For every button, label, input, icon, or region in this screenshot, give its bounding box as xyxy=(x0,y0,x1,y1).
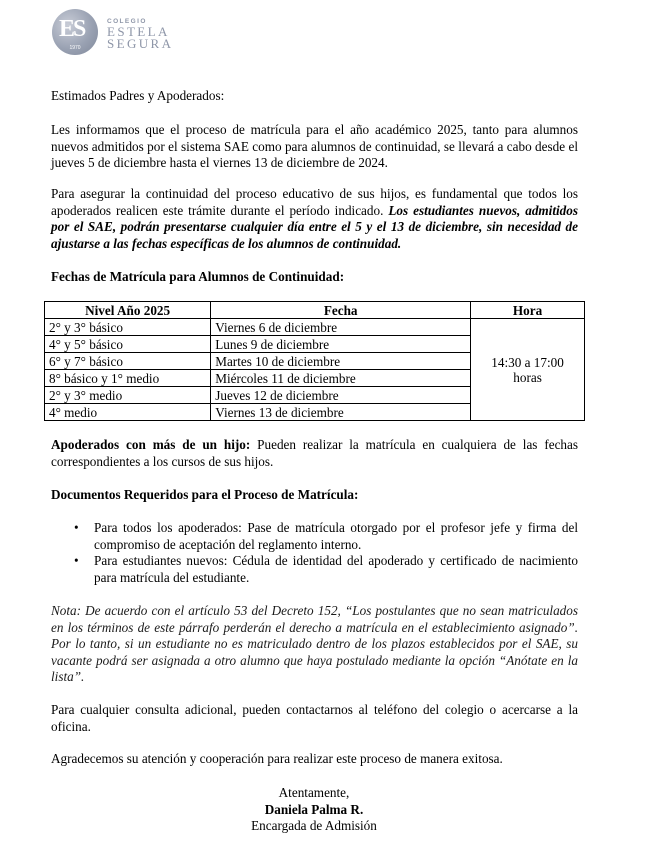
cell-hour xyxy=(471,319,585,421)
paragraph-contact: Para cualquier consulta adicional, pueden contactarnos al teléfono del colegio o acercarse a la oficina. xyxy=(51,702,578,734)
closing-salutation: Atentamente, xyxy=(278,785,350,800)
new-students-notice: Los estudiantes nuevos, admitidos por el SAE, podrán presentarse cualquier día entre el 5 y el 13 de diciembre, sin necesidad de ajustarse a las fechas específicas de los alumnos de continuidad. xyxy=(51,202,578,251)
header-level: Nivel Año 2025 xyxy=(45,302,211,319)
cell-level: 2° y 3° básico xyxy=(45,319,211,336)
cell-date: Jueves 12 de diciembre xyxy=(211,387,471,404)
documents-heading: Documentos Requeridos para el Proceso de Matrícula: xyxy=(51,487,359,502)
table-row xyxy=(45,319,585,336)
cell-level: 2° y 3° medio xyxy=(45,387,211,404)
signer-name: Daniela Palma R. xyxy=(264,801,364,817)
schedule-heading: Fechas de Matrícula para Alumnos de Continuidad: xyxy=(51,269,345,284)
paragraph-enrollment-period: Les informamos que el proceso de matrícula para el año académico 2025, tanto para alumnos nuevos admitidos por el sistema SAE como para alumnos de continuidad, se llevará a cabo desde el jueves 5 de diciembre hasta el viernes 13 de diciembre de 2024. xyxy=(51,122,578,170)
cell-level: 4° medio xyxy=(45,404,211,421)
logo-initials: ES xyxy=(59,16,85,42)
header-date: Fecha xyxy=(211,302,471,319)
school-logo xyxy=(52,9,192,57)
cell-level: 6° y 7° básico xyxy=(45,353,211,370)
list-item xyxy=(71,553,578,586)
cell-level: 4° y 5° básico xyxy=(45,336,211,353)
signature-block xyxy=(200,785,428,835)
bullet-icon: • xyxy=(74,520,79,535)
logo-line-colegio: COLEGIO xyxy=(107,18,147,25)
logo-emblem xyxy=(52,9,98,55)
logo-year: 1970 xyxy=(69,45,81,51)
signer-role: Encargada de Admisión xyxy=(251,818,377,833)
logo-wordmark xyxy=(107,18,173,50)
multiple-children-text: Pueden realizar la matrícula en cualquiera de las fechas correspondientes a los cursos de sus hijos. xyxy=(51,437,578,469)
documents-list xyxy=(71,520,578,586)
logo-line-estela: ESTELA xyxy=(107,24,170,39)
header-hour: Hora xyxy=(471,302,585,319)
cell-date: Viernes 6 de diciembre xyxy=(211,319,471,336)
cell-date: Viernes 13 de diciembre xyxy=(211,404,471,421)
hour-unit: horas xyxy=(513,369,542,385)
paragraph-continuity-text: Para asegurar la continuidad del proceso educativo de sus hijos, es fundamental que todos los apoderados realicen este trámite durante el período indicado. xyxy=(51,186,578,218)
greeting: Estimados Padres y Apoderados: xyxy=(51,88,225,103)
multiple-children-label: Apoderados con más de un hijo: xyxy=(51,437,251,452)
bullet-icon: • xyxy=(74,553,79,568)
cell-date: Martes 10 de diciembre xyxy=(211,353,471,370)
enrollment-schedule-table xyxy=(44,301,585,421)
logo-line-segura: SEGURA xyxy=(107,36,174,51)
cell-date: Lunes 9 de diciembre xyxy=(211,336,471,353)
document-item-text: Para estudiantes nuevos: Cédula de identidad del apoderado y certificado de nacimiento para matrícula del estudiante. xyxy=(94,553,578,585)
paragraph-multiple-children xyxy=(51,437,578,470)
cell-level: 8° básico y 1° medio xyxy=(45,370,211,387)
paragraph-thanks: Agradecemos su atención y cooperación para realizar este proceso de manera exitosa. xyxy=(51,751,503,766)
document-item-text: Para todos los apoderados: Pase de matrícula otorgado por el profesor jefe y firma del compromiso de aceptación del reglamento interno. xyxy=(94,520,578,552)
cell-date: Miércoles 11 de diciembre xyxy=(211,370,471,387)
table-header-row xyxy=(45,302,585,319)
hour-range: 14:30 a 17:00 xyxy=(491,354,564,370)
list-item xyxy=(71,520,578,553)
paragraph-continuity xyxy=(51,186,578,252)
legal-note: Nota: De acuerdo con el artículo 53 del Decreto 152, “Los postulantes que no sean matriculados en los términos de este párrafo perderán el derecho a matrícula en el establecimiento asignado”. Por lo tanto, si un estudiante no es matriculado dentro de los plazos establecidos por el SAE, su vacante podrá ser asignada a otro alumno que haya postulado mediante la opción “Anótate en la lista”. xyxy=(51,603,578,684)
